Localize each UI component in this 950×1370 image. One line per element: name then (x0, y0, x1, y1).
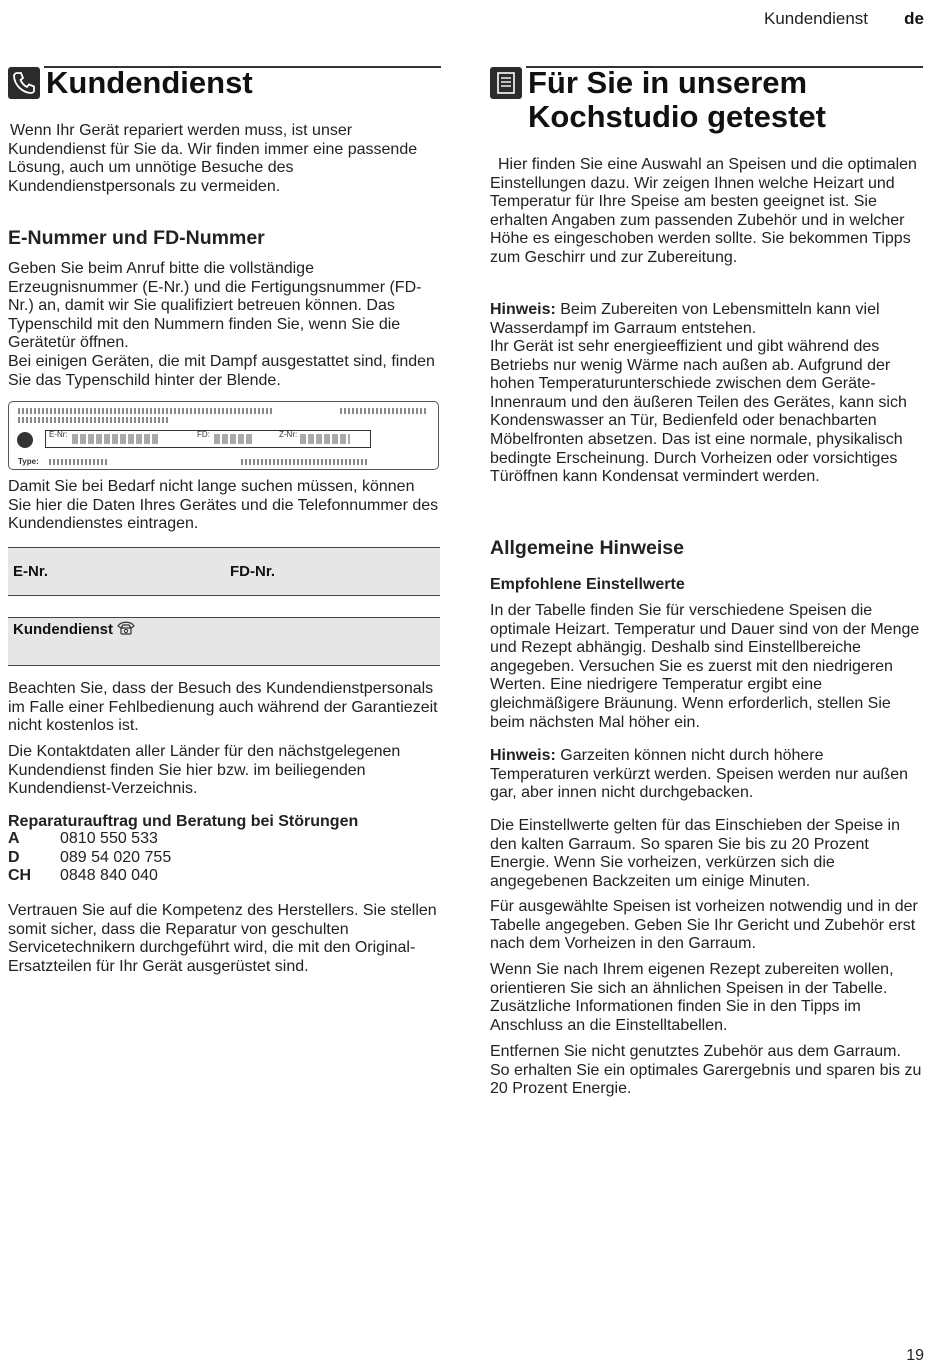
table-row-service[interactable] (8, 618, 440, 665)
hotline-number: 089 54 020 755 (60, 848, 172, 866)
running-header-section: Kundendienst (764, 9, 868, 28)
table-row-numbers[interactable] (8, 548, 440, 595)
phone-icon (8, 67, 40, 99)
plate-number-field (45, 430, 371, 448)
left-page-title: Kundendienst (46, 65, 253, 100)
cold-oven-paragraph: Die Einstellwerte gelten für das Einschieben der Speise in den kalten Garraum. So sparen Sie bis zu 20 Prozent Energie. Wenn Sie vorheizen, verkürzen sich die angegebenen Backzeiten um einige Minuten. (490, 817, 901, 890)
running-header-language: de (904, 9, 924, 28)
own-recipe-paragraph: Wenn Sie nach Ihrem eigenen Rezept zubereiten wollen, orientieren Sie sich an ähnlichen Speisen in der Tabelle. Zusätzliche Informationen finden Sie in den Tipps im Anschluss an die Einstelltabellen. (490, 961, 894, 1034)
rating-plate-illustration (8, 401, 439, 470)
contact-paragraph: Die Kontaktdaten aller Länder für den nächstgelegenen Kundendienst finden Sie hier bzw. im beiliegenden Kundendienst-Verzeichnis. (8, 743, 401, 798)
note-label: Hinweis: (490, 301, 556, 318)
plate-znr-value (300, 434, 350, 444)
hotline-country: A (8, 830, 20, 847)
hotline-number: 0848 840 040 (60, 867, 158, 885)
plate-enr-value (72, 434, 160, 444)
table-service-label: Kundendienst (13, 621, 113, 638)
hotline-number: 0810 550 533 (60, 830, 158, 847)
note-condensation-more: Ihr Gerät ist sehr energieeffizient und gibt während des Betriebs nur wenig Wärme nach außen ab. Aufgrund der hohen Temperaturunterschiede zwischen dem Geräte-Innenraum und den äußeren Teilen des Gerätes, kann sich Kondenswasser an Tür, Bedienfeld oder benachbarten Möbelfronten absetzen. Das ist eine normale, physikalisch bedingte Erscheinung. Durch Vorheizen oder vorsichtiges Türöffnen kann Kondensat vermindert werden. (490, 338, 907, 486)
repair-heading: Reparaturauftrag und Beratung bei Störungen (8, 813, 359, 830)
note-cooking-time (490, 747, 922, 803)
right-title-line-1: Für Sie in unserem (528, 65, 808, 100)
right-intro: Hier finden Sie eine Auswahl an Speisen und die optimalen Einstellungen dazu. Wir zeigen Ihnen welche Heizart und Temperatur für Ihre Speise am besten geeignet ist. Sie erhalten Angaben zum passenden Zubehör und in welcher Höhe es eingeschoben werden sollte. Sie bekommen Tipps zum Geschirr und zur Zubereitung. (490, 156, 917, 266)
hotline-row (8, 849, 171, 868)
plate-dotted-line (18, 417, 168, 423)
note-cooking-time-text: Garzeiten können nicht durch höhere Temperaturen verkürzt werden. Speisen werden nur außen gar, aber innen nicht durchgebacken. (490, 747, 908, 802)
table-rule (8, 595, 440, 596)
page-number: 19 (906, 1347, 924, 1364)
enr-heading: E-Nummer und FD-Nummer (8, 227, 265, 249)
recipe-card-icon (490, 67, 522, 99)
plate-znr-label: Z-Nr: (279, 430, 298, 439)
plate-logo (17, 432, 33, 448)
plate-dotted-line (18, 408, 274, 414)
left-intro: Wenn Ihr Gerät repariert werden muss, ist unser Kundendienst für Sie da. Wir finden immer eine passende Lösung, auch um unnötige Besuche des Kundendienstpersonals zu vermeiden. (8, 122, 418, 195)
hotline-list (8, 830, 171, 886)
general-heading: Allgemeine Hinweise (490, 537, 684, 559)
hotline-row (8, 867, 171, 886)
trust-paragraph: Vertrauen Sie auf die Kompetenz des Herstellers. Sie stellen somit sicher, dass die Reparatur von geschulten Servicetechnikern durchgeführt wird, die mit den Original-Ersatzteilen für Ihr Gerät ausgerüstet sind. (8, 902, 437, 975)
right-title-line-2: Kochstudio getestet (528, 99, 826, 134)
plate-dotted-line (340, 408, 428, 414)
hotline-country: CH (8, 867, 32, 885)
note-condensation (490, 301, 922, 338)
enr-paragraph-2: Bei einigen Geräten, die mit Dampf ausgestattet sind, finden Sie das Typenschild hinter der Blende. (8, 353, 435, 389)
plate-fd-label: FD: (197, 430, 210, 439)
hotline-country: D (8, 848, 20, 866)
enr-paragraph-1: Geben Sie beim Anruf bitte die vollständige Erzeugnisnummer (E-Nr.) und die Fertigungsnummer (FD-Nr.) an, damit wir Sie qualifiziert betreuen können. Das Typenschild mit den Nummern finden Sie, wenn Sie die Gerätetür öffnen. (8, 260, 422, 352)
plate-enr-label: E-Nr: (49, 430, 68, 439)
settings-heading: Empfohlene Einstellwerte (490, 576, 685, 593)
note-condensation-text: Beim Zubereiten von Lebensmitteln kann viel Wasserdampf im Garraum entstehen. (490, 301, 880, 337)
right-page-title (528, 66, 826, 134)
plate-dotted-line (49, 459, 109, 465)
after-plate-paragraph: Damit Sie bei Bedarf nicht lange suchen müssen, können Sie hier die Daten Ihres Gerätes und die Telefonnummer des Kundendienstes eintragen. (8, 478, 439, 533)
table-rule (8, 665, 440, 666)
visit-cost-paragraph: Beachten Sie, dass der Besuch des Kundendienstpersonals im Falle einer Fehlbedienung auch während der Garantiezeit nicht kostenlos ist. (8, 680, 438, 735)
telephone-icon (116, 620, 136, 641)
hotline-row (8, 830, 171, 849)
settings-paragraph: In der Tabelle finden Sie für verschiedene Speisen die optimale Heizart. Temperatur und Dauer sind von der Menge und Rezept abhängig. Deshalb sind Einstellbereiche angegeben. Versuchen Sie es zuerst mit den niedrigeren Werten. Eine niedrigere Temperatur ergibt eine gleichmäßigere Bräunung. Wenn erforderlich, stellen Sie beim nächsten Mal höher ein. (490, 602, 920, 731)
plate-fd-value (214, 434, 254, 444)
plate-type-label: Type: (18, 457, 39, 466)
remove-accessory-paragraph: Entfernen Sie nicht genutztes Zubehör aus dem Garraum. So erhalten Sie ein optimales Garergebnis und sparen bis zu 20 Prozent Energie. (490, 1043, 922, 1098)
plate-dotted-line (241, 459, 367, 465)
note-label: Hinweis: (490, 747, 556, 764)
table-enr-label: E-Nr. (13, 563, 49, 580)
table-fdnr-label: FD-Nr. (230, 563, 275, 580)
preheat-paragraph: Für ausgewählte Speisen ist vorheizen notwendig und in der Tabelle angegeben. Geben Sie Ihr Gericht und Zubehör erst nach dem Vorheizen in den Garraum. (490, 898, 918, 953)
